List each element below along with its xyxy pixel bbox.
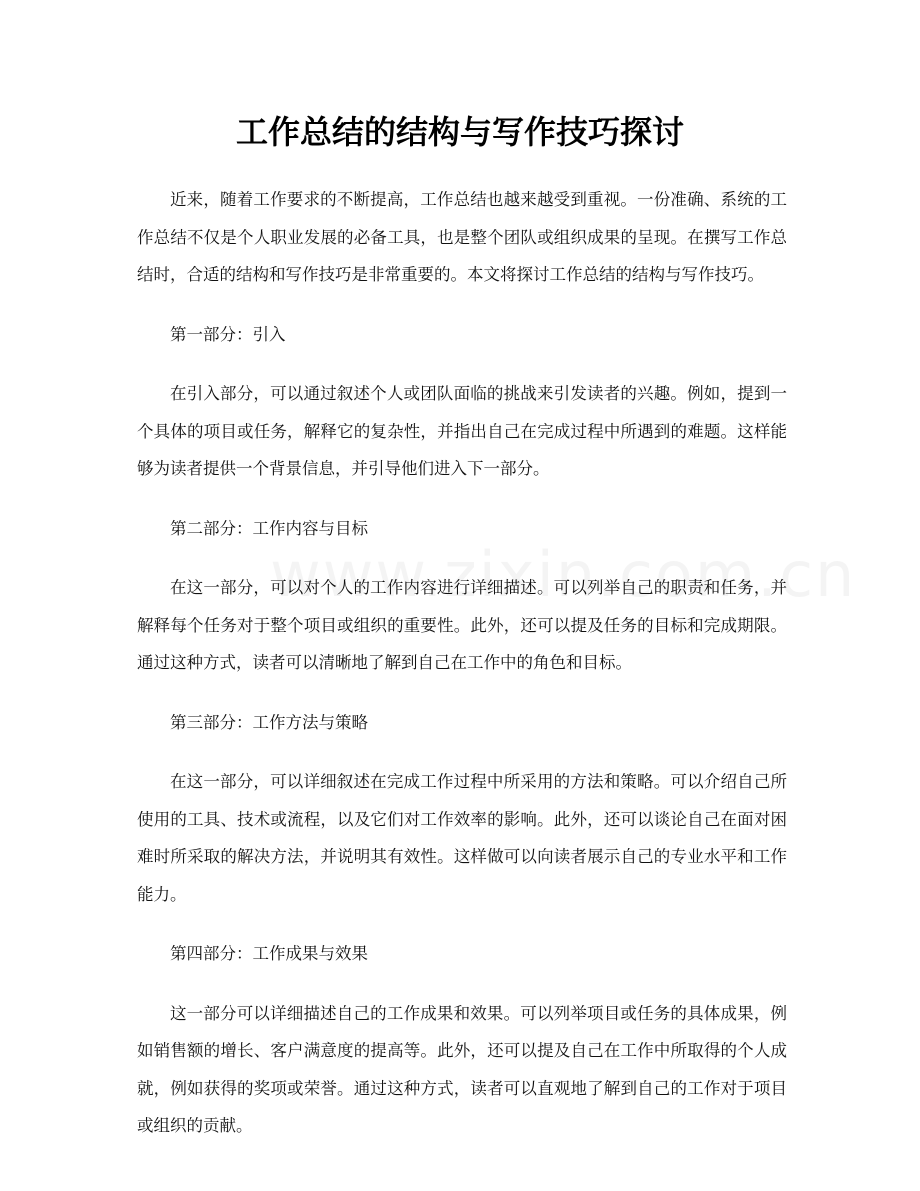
paragraph-section-4: 这一部分可以详细描述自己的工作成果和效果。可以列举项目或任务的具体成果，例如销售额的增长、客户满意度的提高等。此外，还可以提及自己在工作中所取得的个人成就，例如获得的奖项或荣誉。通过这种方式，读者可以直观地了解到自己的工作对于项目或组织的贡献。	[137, 1003, 787, 1135]
page-title: 工作总结的结构与写作技巧探讨	[235, 113, 684, 151]
section-heading-2: 第二部分：工作内容与目标	[170, 518, 368, 538]
paragraph-intro: 近来，随着工作要求的不断提高，工作总结也越来越受到重视。一份准确、系统的工作总结不仅是个人职业发展的必备工具，也是整个团队或组织成果的呈现。在撰写工作总结时，合适的结构和写作技巧是非常重要的。本文将探讨工作总结的结构与写作技巧。	[137, 190, 787, 284]
section-heading-4: 第四部分：工作成果与效果	[170, 944, 368, 963]
paragraph-section-2: 在这一部分，可以对个人的工作内容进行详细描述。可以列举自己的职责和任务，并解释每个任务对于整个项目或组织的重要性。此外，还可以提及任务的目标和完成期限。通过这种方式，读者可以清晰地了解到自己在工作中的角色和目标。	[137, 578, 787, 672]
paragraph-section-1: 在引入部分，可以通过叙述个人或团队面临的挑战来引发读者的兴趣。例如，提到一个具体的项目或任务，解释它的复杂性，并指出自己在完成过程中所遇到的难题。这样能够为读者提供一个背景信息，并引导他们进入下一部分。	[137, 384, 787, 478]
section-heading-3: 第三部分：工作方法与策略	[170, 712, 368, 732]
paragraph-section-3: 在这一部分，可以详细叙述在完成工作过程中所采用的方法和策略。可以介绍自己所使用的工具、技术或流程，以及它们对工作效率的影响。此外，还可以谈论自己在面对困难时所采取的解决方法，并说明其有效性。这样做可以向读者展示自己的专业水平和工作能力。	[137, 772, 787, 904]
document-body	[137, 181, 787, 1167]
section-heading-1: 第一部分：引入	[170, 324, 286, 344]
